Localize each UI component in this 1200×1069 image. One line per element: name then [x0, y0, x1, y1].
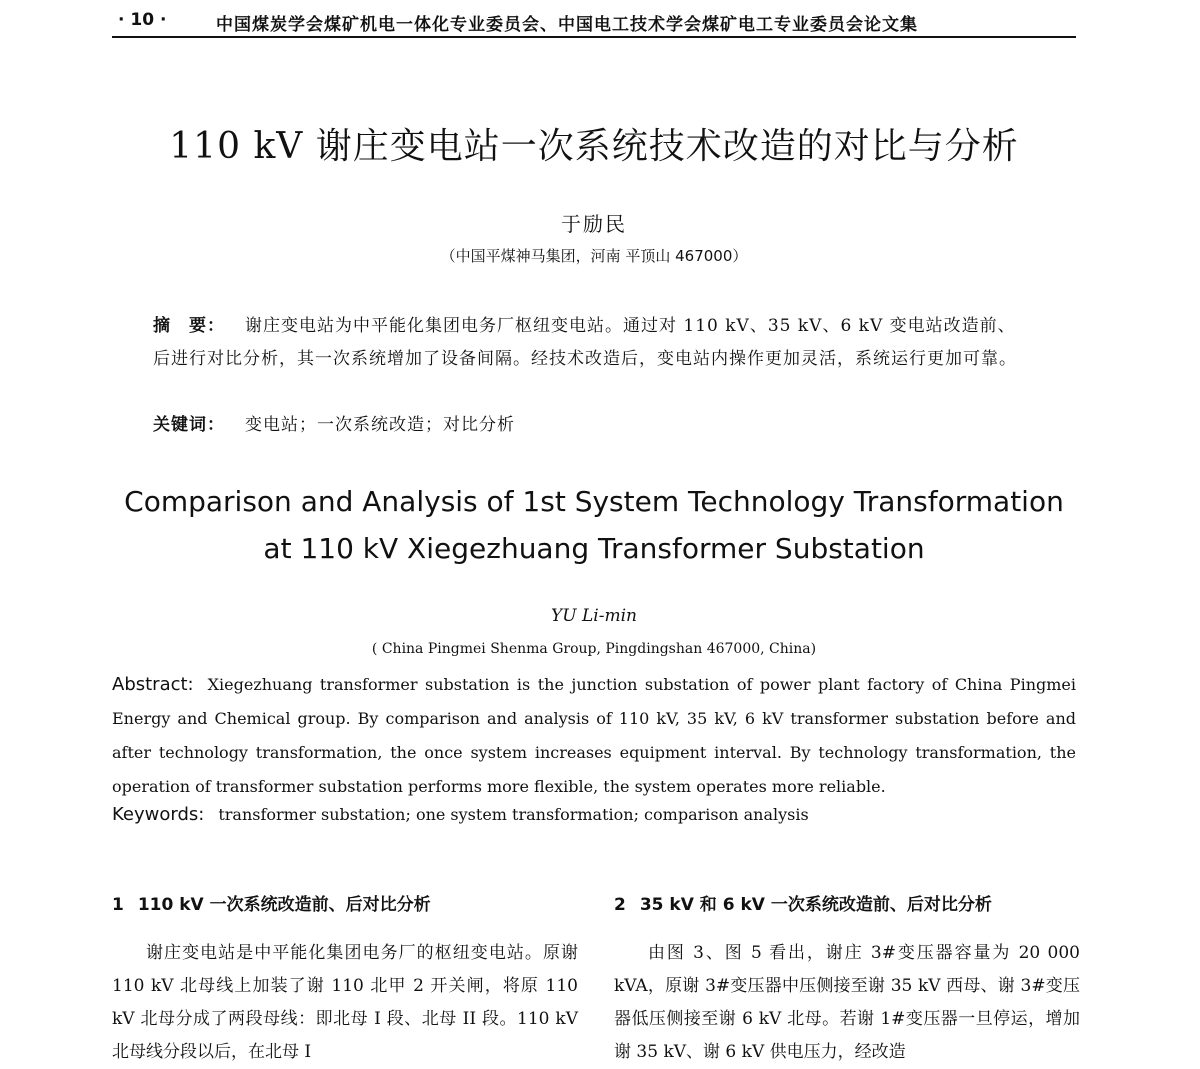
section-2-title: 35 kV 和 6 kV 一次系统改造前、后对比分析 — [639, 895, 992, 915]
section-1 — [112, 890, 578, 1069]
section-2-paragraph: 由图 3、图 5 看出，谢庄 3#变压器容量为 20 000 kVA，原谢 3#变压器中压侧接至谢 35 kV 西母、谢 3#变压器低压侧接至谢 6 kV 北母。若谢 1#变压器一旦停运，增加谢 35 kV、谢 6 kV 供电压力，经改造 — [614, 943, 1080, 1062]
section-1-number: 1 — [112, 895, 124, 915]
english-author: YU Li-min — [551, 606, 637, 626]
chinese-affiliation: （中国平煤神马集团，河南 平顶山 467000） — [440, 247, 748, 265]
section-2-number: 2 — [614, 895, 626, 915]
chinese-abstract-text: 谢庄变电站为中平能化集团电务厂枢纽变电站。通过对 110 kV、35 kV、6 kV 变电站改造前、后进行对比分析，其一次系统增加了设备间隔。经技术改造后，变电站内操作更加灵活，系统运行更加可靠。 — [153, 316, 1017, 369]
chinese-keywords-label: 关键词： — [153, 415, 225, 435]
running-header — [112, 6, 1076, 38]
section-1-title: 110 kV 一次系统改造前、后对比分析 — [137, 895, 431, 915]
english-title — [0, 478, 1188, 572]
section-2 — [614, 890, 1080, 1069]
english-affiliation: ( China Pingmei Shenma Group, Pingdingshan 467000, China) — [371, 641, 817, 657]
english-abstract — [112, 668, 1076, 804]
english-keywords-text: transformer substation; one system transformation; comparison analysis — [218, 805, 809, 824]
english-keywords-label: Keywords: — [112, 804, 205, 825]
english-abstract-text: Xiegezhuang transformer substation is the junction substation of power plant factory of China Pingmei Energy and Chemical group. By comparison and analysis of 110 kV, 35 kV, 6 kV transformer substation before and after technology transformation, the once system increases equipment interval. By technology transformation, the operation of transformer substation performs more flexible, the system operates more reliable. — [112, 675, 1076, 796]
journal-title: 中国煤炭学会煤矿机电一体化专业委员会、中国电工技术学会煤矿电工专业委员会论文集 — [216, 15, 918, 35]
english-title-line-1: Comparison and Analysis of 1st System Technology Transformation — [124, 485, 1064, 518]
chinese-keywords — [153, 410, 515, 435]
english-title-line-2: at 110 kV Xiegezhuang Transformer Substation — [263, 532, 925, 565]
chinese-title: 110 kV 谢庄变电站一次系统技术改造的对比与分析 — [169, 126, 1019, 167]
section-1-heading — [112, 890, 578, 915]
chinese-abstract — [153, 310, 1033, 376]
page-number: · 10 · — [118, 10, 167, 30]
chinese-author: 于励民 — [561, 212, 627, 236]
english-keywords — [112, 804, 809, 825]
section-1-paragraph: 谢庄变电站是中平能化集团电务厂的枢纽变电站。原谢 110 kV 北母线上加装了谢 110 北甲 2 开关闸，将原 110 kV 北母分成了两段母线：即北母 I 段、北母 II 段。110 kV 北母线分段以后，在北母 I — [112, 943, 578, 1062]
section-2-heading — [614, 890, 1080, 915]
chinese-keywords-text: 变电站；一次系统改造；对比分析 — [245, 415, 515, 435]
chinese-abstract-label: 摘 要： — [153, 316, 225, 336]
english-abstract-label: Abstract: — [112, 674, 194, 695]
